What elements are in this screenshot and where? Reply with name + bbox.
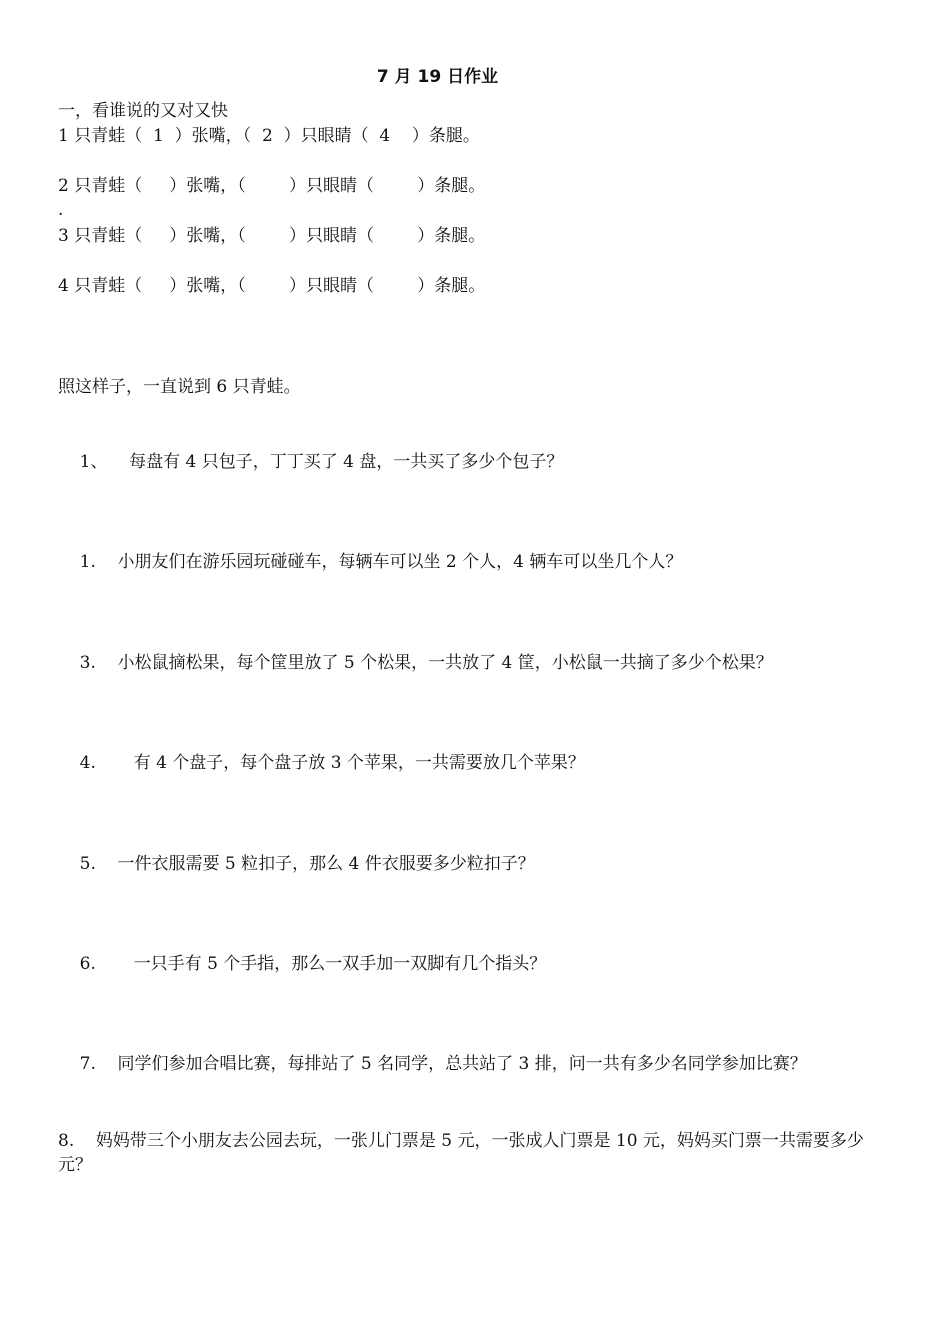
question-text: 有 4 个盘子，每个盘子放 3 个苹果，一共需要放几个苹果？ (133, 753, 585, 773)
question-gap (96, 954, 134, 974)
question-text: 一件衣服需要 5 粒扣子，那么 4 件衣服要多少粒扣子？ (117, 854, 535, 874)
section-heading: 一，看谁说的又对又快 (58, 101, 228, 121)
question-gap (96, 753, 134, 773)
question-number: 1. (79, 552, 96, 572)
question-number: 7. (79, 1054, 96, 1074)
question-gap (74, 1131, 96, 1151)
question-gap (96, 552, 118, 572)
question-text: 一只手有 5 个手指，那么一双手加一双脚有几个指头？ (133, 954, 547, 974)
question-number: 5. (79, 854, 96, 874)
question-number: 1、 (79, 452, 108, 472)
frog-row-3: 3 只青蛙（ ）张嘴，（ ）只眼睛（ ）条腿。 (58, 226, 486, 246)
question-number: 4. (79, 753, 96, 773)
question-gap (96, 854, 118, 874)
question-text: 妈妈带三个小朋友去公园去玩，一张儿门票是 5 元，一张成人门票是 10 元，妈妈买门票一共需要多少元？ (58, 1131, 864, 1175)
question-gap (96, 653, 118, 673)
question-text: 同学们参加合唱比赛，每排站了 5 名同学，总共站了 3 排，问一共有多少名同学参加比赛？ (117, 1054, 807, 1074)
question-number: 3. (79, 653, 96, 673)
question-8 (58, 1129, 892, 1177)
section-instruction: 照这样子，一直说到 6 只青蛙。 (58, 377, 301, 397)
stray-mark: . (58, 200, 64, 220)
question-6 (58, 928, 546, 1000)
question-4 (58, 727, 585, 799)
question-5 (58, 828, 535, 900)
question-number: 6. (79, 954, 96, 974)
frog-row-1: 1 只青蛙（ 1 ）张嘴，（ 2 ）只眼睛（ 4 ）条腿。 (58, 126, 480, 146)
question-3 (58, 627, 773, 699)
frog-row-2: 2 只青蛙（ ）张嘴，（ ）只眼睛（ ）条腿。 (58, 176, 486, 196)
question-number: 8. (58, 1131, 75, 1151)
page-title: 7 月 19 日作业 (376, 67, 499, 87)
question-text: 每盘有 4 只包子，丁丁买了 4 盘，一共买了多少个包子？ (129, 452, 564, 472)
question-gap (107, 452, 129, 472)
question-text: 小松鼠摘松果，每个筐里放了 5 个松果，一共放了 4 筐，小松鼠一共摘了多少个松果？ (117, 653, 773, 673)
question-7 (58, 1028, 807, 1100)
question-2 (58, 526, 682, 598)
question-1 (58, 426, 563, 498)
question-gap (96, 1054, 118, 1074)
question-text: 小朋友们在游乐园玩碰碰车，每辆车可以坐 2 个人，4 辆车可以坐几个人？ (117, 552, 683, 572)
frog-row-4: 4 只青蛙（ ）张嘴，（ ）只眼睛（ ）条腿。 (58, 276, 486, 296)
